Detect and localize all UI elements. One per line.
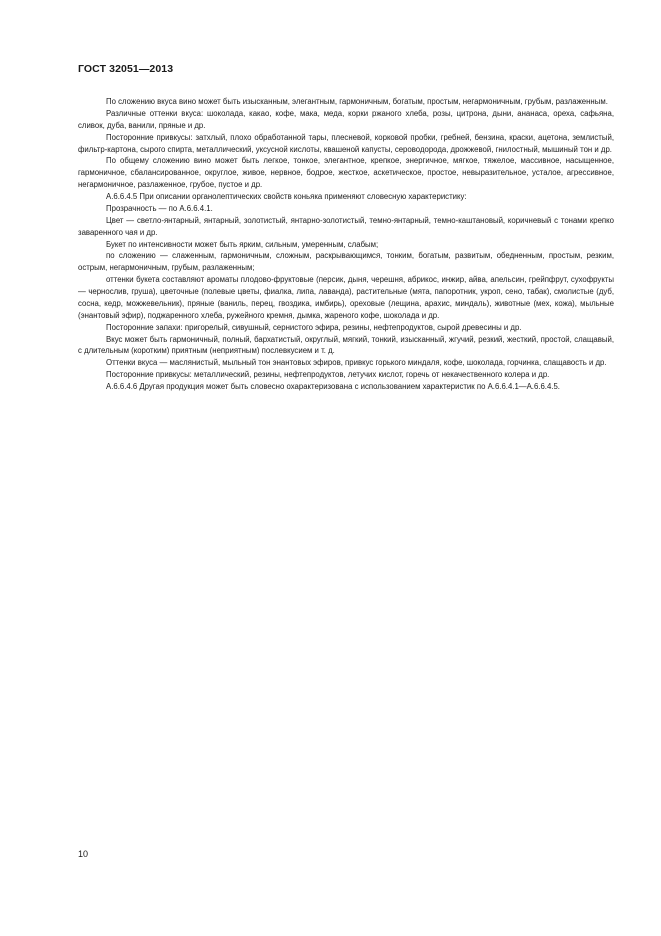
paragraph: Различные оттенки вкуса: шоколада, какао, кофе, мака, меда, корки ржаного хлеба, розы, цитрона, дыни, ананаса, ореха, сафьяна, сливок, дуба, ванили, пряные и др. <box>78 108 614 130</box>
page-number: 10 <box>78 849 89 859</box>
paragraph: Посторонние привкусы: металлический, резины, нефтепродуктов, летучих кислот, горечь от некачественного колера и др. <box>106 370 550 380</box>
paragraph: Вкус может быть гармоничный, полный, бархатистый, округлый, мягкий, тонкий, изысканный, жгучий, резкий, жесткий, простой, слащавый, с длительным (коротким) приятным (неприятным) послевкусием и т. д. <box>78 334 614 356</box>
paragraph: А.6.6.4.5 При описании органолептических свойств коньяка применяют словесную характеристику: <box>106 192 467 201</box>
paragraph: По общему сложению вино может быть легкое, тонкое, элегантное, крепкое, энергичное, мягкое, тяжелое, массивное, насыщенное, гармоничное, сбалансированное, округлое, живое, нервное, бодрое, жесткое, аскетическое, простое, невыразительное, усталое, агрессивное, негармоничное, разлаженное, грубое, пустое и др. <box>78 156 614 190</box>
paragraph: А.6.6.4.6 Другая продукция может быть словесно охарактеризована с использованием характеристик по А.6.6.4.1—А.6.6.4.5. <box>106 382 560 391</box>
paragraph: оттенки букета составляют ароматы плодово-фруктовые (персик, дыня, черешня, абрикос, инжир, айва, апельсин, грейпфрут, сухофрукты — чернослив, груша), цветочные (полевые цветы, фиалка, липа, лаванда), растительные (мята, папоротник, укроп, сено, табак), смолистые (дуб, сосна, кедр, можжевельник), пряные (ваниль, перец, гвоздика, имбирь), ореховые (лещина, арахис, миндаль), животные (мех, кожа), мыльные (энантовый эфир), поджаренного хлеба, ружейного кремня, дымка, жареного кофе, шоколада и др. <box>78 275 614 320</box>
paragraph: По сложению вкуса вино может быть изысканным, элегантным, гармоничным, богатым, простым, негармоничным, грубым, разлаженным. <box>106 97 608 106</box>
paragraph: Прозрачность — по А.6.6.4.1. <box>106 203 213 213</box>
paragraph: Цвет — светло-янтарный, янтарный, золотистый, янтарно-золотистый, темно-янтарный, темно-каштановый, коричневый с тонами крепко заваренного чая и др. <box>78 215 614 237</box>
paragraph: Букет по интенсивности может быть ярким, сильным, умеренным, слабым; <box>106 239 379 249</box>
paragraph: Оттенки вкуса — маслянистый, мыльный тон энантовых эфиров, привкус горького миндаля, кофе, шоколада, горчинка, слащавость и др. <box>106 358 607 368</box>
paragraph: Посторонние запахи: пригорелый, сивушный, сернистого эфира, резины, нефтепродуктов, сырой древесины и др. <box>106 322 522 332</box>
paragraph: по сложению — слаженным, гармоничным, сложным, раскрывающимся, тонким, богатым, развитым, обедненным, простым, резким, острым, негармоничным, грубым, разлаженным; <box>78 251 614 273</box>
paragraph: Посторонние привкусы: затхлый, плохо обработанной тары, плесневой, корковой пробки, гребней, бензина, краски, ацетона, землистый, фильтр-картона, сырого спирта, металлический, уксусной кислоты, квашеной капусты, сероводорода, дрожжевой, гнилостный, мышиный тон и др. <box>78 132 614 154</box>
document-body <box>78 96 614 393</box>
document-header: ГОСТ 32051—2013 <box>78 63 174 75</box>
